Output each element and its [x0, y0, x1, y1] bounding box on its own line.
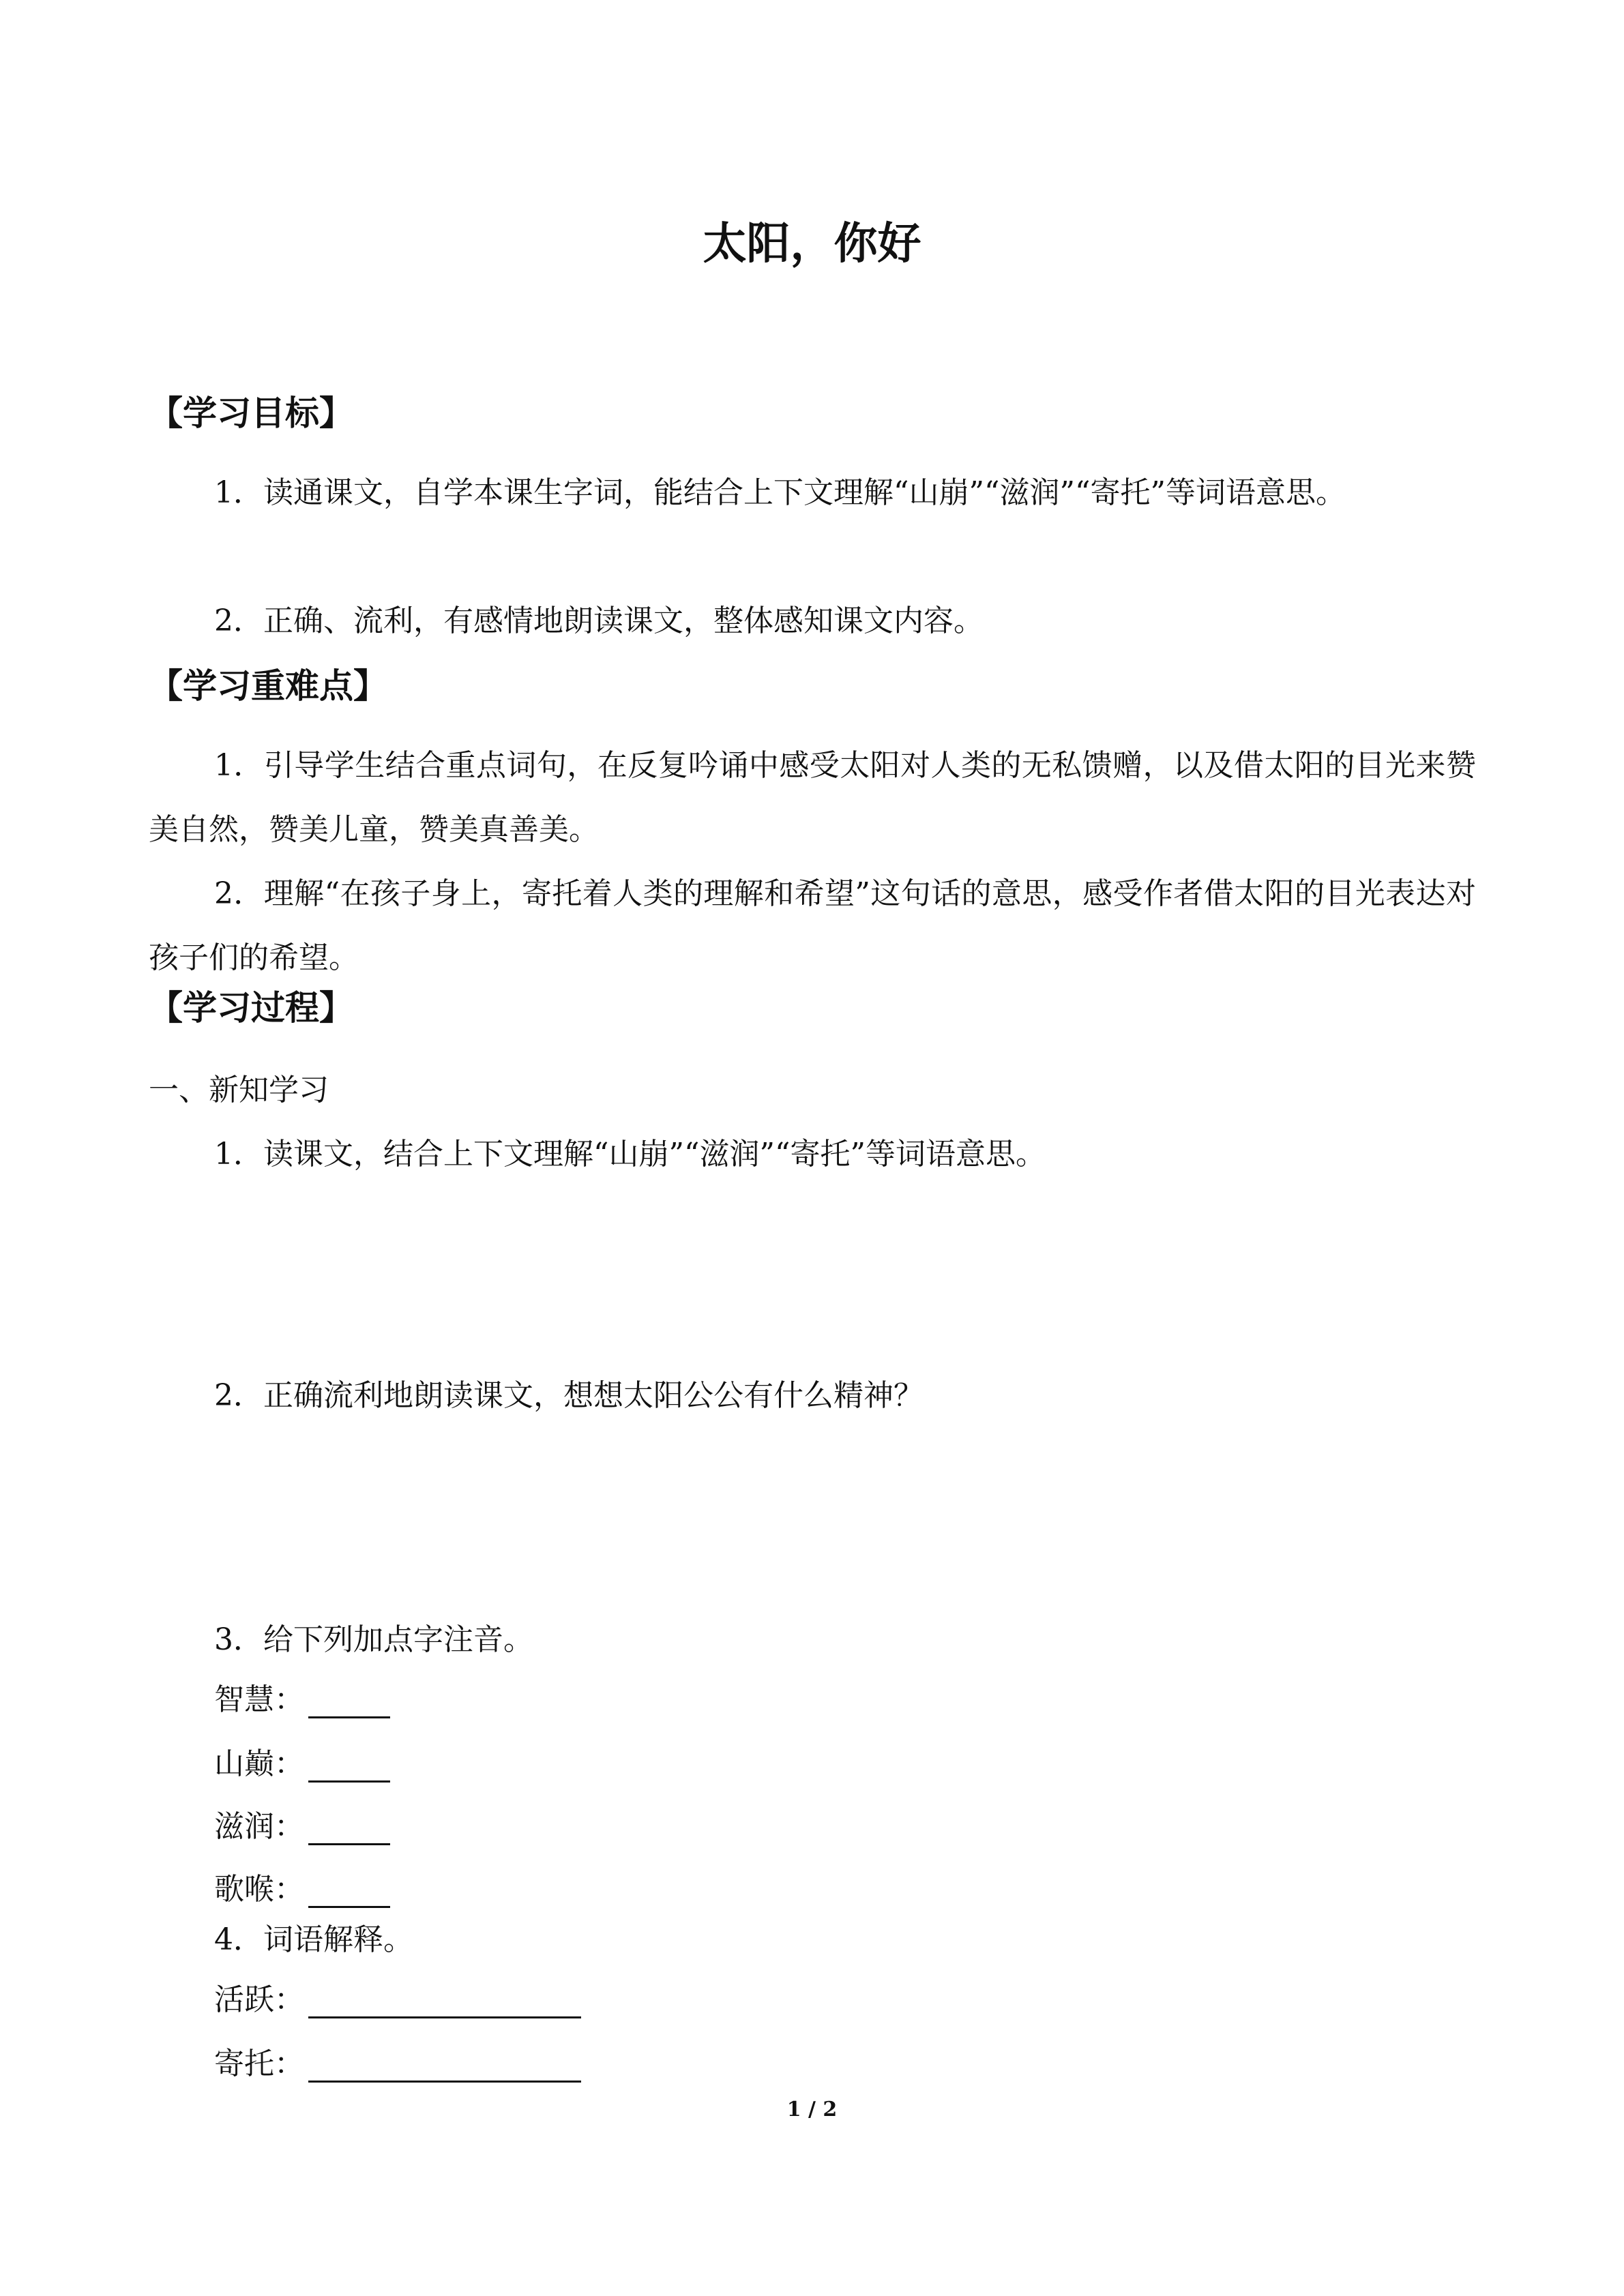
pinyin-word: 智慧：: [214, 1682, 304, 1717]
keypoint-item-2: 2．理解“在孩子身上，寄托着人类的理解和希望”这句话的意思，感受作者借太阳的目光表达对孩子们的希望。: [149, 876, 1476, 975]
answer-blank[interactable]: [308, 1686, 390, 1718]
pinyin-item: [214, 1864, 390, 1908]
pinyin-item: [214, 1739, 390, 1783]
answer-blank[interactable]: [308, 1876, 390, 1908]
heading-objectives: 【学习目标】: [149, 393, 353, 433]
definition-word: 寄托：: [214, 2046, 304, 2081]
question-1: 1．读课文，结合上下文理解“山崩”“滋润”“寄托”等词语意思。: [214, 1137, 1046, 1172]
question-4: 4．词语解释。: [214, 1922, 413, 1957]
pinyin-item: [214, 1802, 390, 1845]
heading-keypoints: 【学习重难点】: [149, 666, 387, 706]
answer-blank[interactable]: [308, 1750, 390, 1783]
pinyin-word: 滋润：: [214, 1809, 304, 1844]
pinyin-word: 歌喉：: [214, 1872, 304, 1907]
page-number: 1 / 2: [786, 2098, 838, 2121]
keypoint-item-1: 1．引导学生结合重点词句，在反复吟诵中感受太阳对人类的无私馈赠，以及借太阳的目光来赞美自然，赞美儿童，赞美真善美。: [149, 748, 1476, 847]
objective-item-1: 1．读通课文，自学本课生字词，能结合上下文理解“山崩”“滋润”“寄托”等词语意思。: [214, 475, 1346, 510]
definition-item: [214, 2039, 581, 2083]
subheading-new-knowledge: 一、新知学习: [149, 1073, 329, 1107]
pinyin-word: 山巅：: [214, 1746, 304, 1781]
answer-blank[interactable]: [308, 1813, 390, 1845]
definition-item: [214, 1975, 581, 2018]
question-3: 3．给下列加点字注音。: [214, 1622, 533, 1657]
objective-item-2: 2．正确、流利，有感情地朗读课文，整体感知课文内容。: [214, 603, 984, 638]
question-2: 2．正确流利地朗读课文，想想太阳公公有什么精神？: [214, 1378, 924, 1413]
answer-blank[interactable]: [308, 2051, 581, 2083]
answer-blank[interactable]: [308, 1986, 581, 2018]
heading-process: 【学习过程】: [149, 988, 353, 1028]
definition-word: 活跃：: [214, 1982, 304, 2017]
pinyin-item: [214, 1675, 390, 1718]
page-title: 太阳，你好: [703, 219, 921, 269]
